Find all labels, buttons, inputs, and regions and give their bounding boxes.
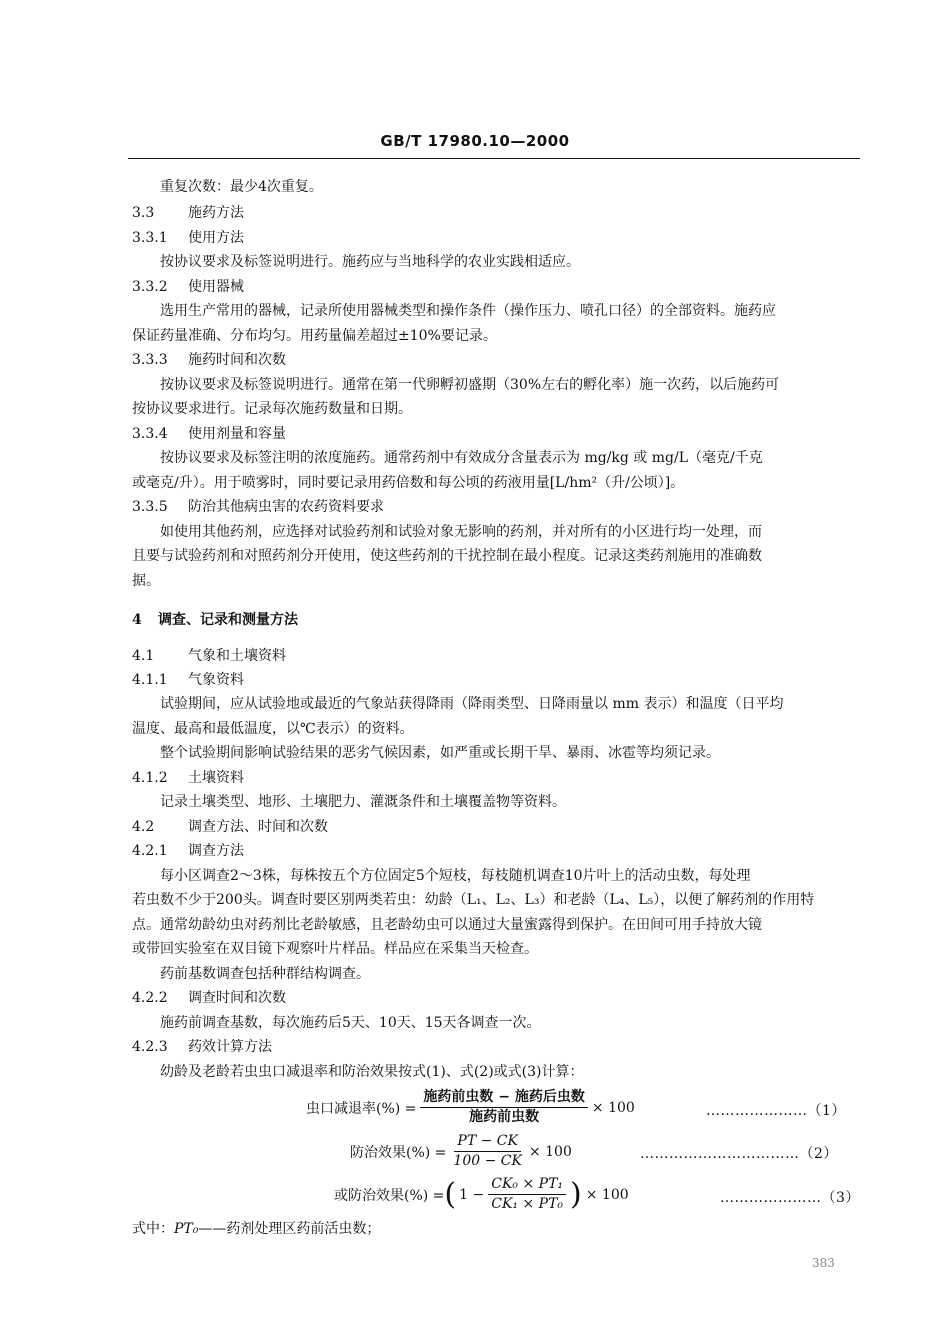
formula-one-minus: 1 −	[459, 1186, 485, 1203]
section-heading	[132, 1037, 272, 1057]
section-heading	[132, 670, 244, 690]
section-title: 使用剂量和容量	[188, 426, 286, 442]
where-prefix: 式中：	[132, 1221, 174, 1237]
paragraph-line: 选用生产常用的器械，记录所使用器械类型和操作条件（操作压力、喷孔口径）的全部资料。施药应	[160, 303, 776, 319]
formula-3	[334, 1176, 629, 1213]
paragraph-line: 且要与试验药剂和对照药剂分开使用，使这些药剂的干扰控制在最小程度。记录这类药剂施用的准确数	[132, 548, 762, 564]
fraction-denominator: 施药前虫数	[469, 1109, 540, 1125]
paragraph-line: 或毫克/升）。用于喷雾时，同时要记录用药倍数和每公顷的药液用量[L/hm²（升/公顷）]。	[132, 475, 685, 491]
paragraph-line: 或带回实验室在双目镜下观察叶片样品。样品应在采集当天检查。	[132, 941, 538, 957]
equation-number: ……………………………（2）	[640, 1146, 838, 1162]
page-number: 383	[812, 1256, 835, 1270]
section-title: 气象和土壤资料	[188, 648, 286, 664]
section-title: 气象资料	[188, 672, 244, 688]
paragraph-line: 按协议要求及标签说明进行。施药应与当地科学的农业实践相适应。	[160, 254, 580, 270]
formula-2	[350, 1133, 572, 1170]
section-heading	[132, 841, 244, 861]
paragraph-line: 重复次数：最少4次重复。	[160, 179, 323, 195]
right-paren: )	[570, 1176, 582, 1212]
section-number: 3.3.2	[132, 279, 168, 295]
section-number: 4.1.2	[132, 770, 168, 786]
paragraph-line: 按协议要求进行。记录每次施药数量和日期。	[132, 401, 412, 417]
formula-multiplier: × 100	[585, 1186, 629, 1203]
fraction-denominator: 100 − CK	[453, 1153, 522, 1169]
fraction	[488, 1176, 566, 1213]
fraction	[450, 1133, 525, 1170]
chapter-heading	[132, 610, 298, 630]
fraction-numerator: CK₀ × PT₁	[488, 1176, 566, 1195]
section-heading	[132, 350, 286, 370]
section-number: 4.1	[132, 648, 155, 664]
paragraph-line: 记录土壤类型、地形、土壤肥力、灌溉条件和土壤覆盖物等资料。	[160, 794, 566, 810]
paragraph-line: 每小区调查2～3株，每株按五个方位固定5个短枝，每枝随机调查10片叶上的活动虫数，每处理	[160, 868, 751, 884]
formula-lhs: 防治效果(%) =	[350, 1144, 447, 1161]
paragraph-line: 按协议要求及标签注明的浓度施药。通常药剂中有效成分含量表示为 mg/kg 或 mg/L（毫克/千克	[160, 450, 763, 466]
paragraph-line: 点。通常幼龄幼虫对药剂比老龄敏感，且老龄幼虫可以通过大量蜜露得到保护。在田间可用手持放大镜	[132, 917, 762, 933]
formula-where-line	[132, 1219, 380, 1239]
section-number: 4.2	[132, 819, 155, 835]
section-number: 3.3.3	[132, 352, 168, 368]
formula-lhs: 虫口减退率(%) =	[306, 1100, 417, 1117]
fraction-numerator: 施药前虫数 − 施药后虫数	[420, 1089, 587, 1108]
left-paren: (	[444, 1176, 457, 1212]
section-number: 4.1.1	[132, 672, 168, 688]
section-number: 3.3	[132, 205, 155, 221]
section-heading	[132, 817, 328, 837]
chapter-number: 4	[132, 612, 142, 628]
section-number: 4.2.2	[132, 990, 168, 1006]
formula-multiplier: × 100	[591, 1099, 635, 1116]
section-number: 3.3.1	[132, 230, 168, 246]
standard-header: GB/T 17980.10—2000	[380, 132, 570, 150]
section-heading	[132, 203, 244, 223]
paragraph-line: 药前基数调查包括种群结构调查。	[160, 966, 370, 982]
section-title: 药效计算方法	[188, 1039, 272, 1055]
section-title: 使用方法	[188, 230, 244, 246]
section-title: 施药方法	[188, 205, 244, 221]
chapter-title: 调查、记录和测量方法	[158, 612, 298, 628]
section-number: 4.2.3	[132, 1039, 168, 1055]
paragraph-line: 据。	[132, 573, 160, 589]
fraction	[420, 1089, 587, 1126]
equation-number: …………………（3）	[720, 1190, 860, 1206]
section-heading	[132, 497, 384, 517]
section-heading	[132, 646, 286, 666]
section-title: 使用器械	[188, 279, 244, 295]
section-heading	[132, 988, 286, 1008]
section-title: 调查方法、时间和次数	[188, 819, 328, 835]
paragraph-line: 如使用其他药剂，应选择对试验药剂和试验对象无影响的药剂，并对所有的小区进行均一处理，而	[160, 524, 762, 540]
header-rule	[128, 158, 860, 159]
paragraph-line: 试验期间，应从试验地或最近的气象站获得降雨（降雨类型、日降雨量以 mm 表示）和温度（日平均	[160, 696, 784, 712]
section-title: 施药时间和次数	[188, 352, 286, 368]
section-number: 3.3.5	[132, 499, 168, 515]
section-title: 调查时间和次数	[188, 990, 286, 1006]
paragraph-line: 按协议要求及标签说明进行。通常在第一代卵孵初盛期（30%左右的孵化率）施一次药，以后施药可	[160, 377, 780, 393]
section-heading	[132, 277, 244, 297]
fraction-numerator: PT − CK	[454, 1133, 521, 1152]
section-heading	[132, 228, 244, 248]
section-number: 3.3.4	[132, 426, 168, 442]
section-title: 土壤资料	[188, 770, 244, 786]
section-title: 调查方法	[188, 843, 244, 859]
paragraph-line: 施药前调查基数，每次施药后5天、10天、15天各调查一次。	[160, 1015, 541, 1031]
formula-multiplier: × 100	[528, 1143, 572, 1160]
paragraph-line: 整个试验期间影响试验结果的恶劣气候因素，如严重或长期干旱、暴雨、冰雹等均须记录。	[160, 745, 720, 761]
fraction-denominator: CK₁ × PT₀	[491, 1196, 564, 1212]
section-heading	[132, 424, 286, 444]
where-text: ——药剂处理区药前活虫数；	[198, 1221, 381, 1237]
section-title: 防治其他病虫害的农药资料要求	[188, 499, 384, 515]
formula-lhs: 或防治效果(%) =	[334, 1187, 445, 1204]
where-symbol: PT₀	[174, 1221, 199, 1237]
paragraph-line: 保证药量准确、分布均匀。用药量偏差超过±10%要记录。	[132, 328, 497, 344]
paragraph-line: 若虫数不少于200头。调查时要区别两类若虫：幼龄（L₁、L₂、L₃）和老龄（L₄、L₅），以便了解药剂的作用特	[132, 892, 815, 908]
paragraph-line: 温度、最高和最低温度，以℃表示）的资料。	[132, 721, 414, 737]
paragraph-line: 幼龄及老龄若虫虫口减退率和防治效果按式(1)、式(2)或式(3)计算：	[160, 1064, 584, 1080]
equation-number: …………………（1）	[706, 1103, 846, 1119]
section-number: 4.2.1	[132, 843, 168, 859]
formula-1	[306, 1089, 635, 1126]
section-heading	[132, 768, 244, 788]
